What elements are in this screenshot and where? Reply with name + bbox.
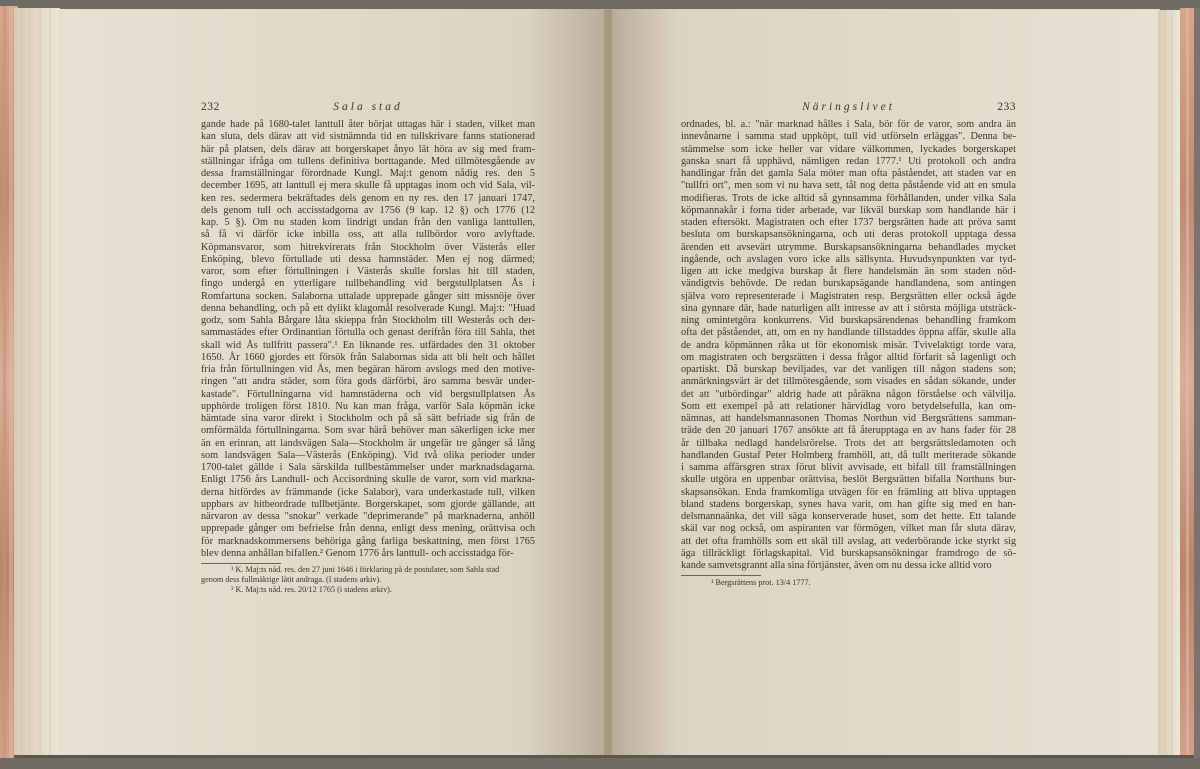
text-line: kande samvetsgrannt alla sina förtjänster, även om nu dessa icke alltid voro	[681, 560, 992, 571]
text-line: 1650. År 1660 gjordes ett försök från Salabornas sida att bli helt och hållet	[201, 351, 535, 363]
text-line: omförmälda förtullningarna. Som svar härå behöver man säkerligen icke mer	[201, 425, 535, 437]
text-line: skäl var nog också, om aspiranten var förmögen, vilket man får sluta därav,	[681, 523, 1016, 535]
text-line: som landsvägen Sala—Västerås (Enköping). Vid två olika perioder under	[201, 449, 535, 461]
text-line: nämnas, att handelsmannasonen Thomas Northun vid Bergsrättens samman-	[681, 413, 1016, 424]
text-line: stämmelse som icke heller var vidare välkommen, lyckades borgerskapet	[681, 143, 1016, 155]
text-line: gande hade på 1680-talet lanttull åter börjat uttagas här i staden, vilket man	[201, 119, 535, 130]
right-footnotes	[681, 578, 1016, 588]
text-line: om magistraten och bergsrätten i dessa frågor alltid förfarit så lagenligt och	[681, 351, 1016, 363]
footnote-line: ² K. Maj:ts nåd. res. 20/12 1765 (i stadens arkiv).	[231, 585, 392, 595]
text-line: kastade". Förtullningarna vid hamnstäderna och vid bergstullplatsen Ås	[201, 388, 535, 400]
text-line: vändigtvis behövde. De redan burskapsägande handlandena, som antingen	[681, 278, 1016, 290]
text-line: närvaron av dessa "snokar" verkade "deprimerande" på marknaderna, anhöll	[201, 511, 535, 522]
text-line: derna hitfördes av främmande (icke Salabor), vara underkastade tull, vilken	[201, 486, 535, 498]
text-line: skapsansökan. Enda framkomliga utvägen för en främling att bliva upptagen	[681, 486, 1016, 498]
text-line: handlanden Gustaf Peter Holmberg framhöll, att, då tullt meriterade sökande	[681, 449, 1016, 461]
left-page-body	[201, 119, 535, 560]
text-line: så få vi därför icke inbilla oss, att alla tullbördor voro avlyftade.	[201, 229, 535, 241]
left-page-header	[201, 101, 535, 121]
right-page-number: 233	[997, 101, 1016, 113]
text-line: dels genom tull och accisstadgorna av 1756 (9 kap. 12 §) och 1776 (12	[201, 204, 535, 216]
text-line: opartiskt. Då burskap beviljades, var det vanligen till någon stadens son;	[681, 364, 1016, 375]
left-running-title: Sala stad	[333, 101, 403, 113]
text-line: godz, som Sahla Bårgare låta skieppa från Stockholm till Westerås och der-	[201, 315, 535, 326]
text-line: köpmannakår i forna tider arbetade, var likväl burskap som handlande här i	[681, 204, 1016, 216]
left-page-number: 232	[201, 101, 220, 113]
text-line: ordnades, bl. a.: "när marknad hålles i Sala, bör för de varor, som andra än	[681, 119, 1016, 130]
text-line: "tullfri ort", men som vi nu hava sett, tål nog detta påstående vid att en smula	[681, 180, 1016, 192]
left-footnotes	[201, 565, 535, 596]
text-line: Köpmansvaror, som hitrekvirerats från Stockholm över Västerås eller	[201, 241, 535, 253]
text-line: hämtade sina varor direkt i Stockholm och på så sätt befriade sig från de	[201, 413, 535, 424]
text-line: denna behandling, och på ett dylikt klagomål resolverade Kungl. Maj:t: "Huad	[201, 302, 535, 314]
text-line: för marknadskommersens behöriga gång farliga beskattning, men först 1765	[201, 535, 535, 547]
text-line: träde den 20 januari 1767 ansökte att få återupptaga en av hans fader för 28	[681, 425, 1016, 437]
right-page	[681, 101, 1016, 601]
text-line: upprepade gånger om befrielse från denna, enligt dess mening, orättvisa och	[201, 523, 535, 535]
text-line: varor, som efter förtullningen i Västerås skulle forslas hit till staden,	[201, 266, 535, 277]
left-page	[201, 101, 535, 601]
text-line: ganska snart få upphävd, nämligen redan 1777.¹ Uti protokoll och andra	[681, 155, 1016, 167]
text-line: det att "utbördingar" aldrig hade att påräkna någon förståelse och välvilja.	[681, 388, 1016, 400]
text-line: sina gynnare där, hade naturligen allt intresse av att i största möjliga utsträck-	[681, 302, 1016, 314]
text-line: skulle utgöra en uppenbar orättvisa, beslöt Bergsrätten bifalla Northuns bur-	[681, 474, 1016, 486]
text-line: modifieras. Trots de icke alltid så gynnsamma förhållanden, under vilka Sala	[681, 192, 1016, 204]
right-running-title: Näringslivet	[802, 101, 895, 113]
text-line: 1700-talet gällde i Sala särskilda tullbestämmelser under marknadsdagarna.	[201, 462, 535, 473]
text-line: Enköping, blevo förtullade uti dessa hamnstäder. Men ej nog därmed;	[201, 253, 535, 265]
text-line: uppbars av hitbeordrade tullbetjänte. Borgerskapet, som gjorde gällande, att	[201, 498, 535, 510]
right-page-body	[681, 119, 1016, 572]
text-line: att det ofta framhölls som ett skäl till avslag, att vederbörande icke styrkt sig	[681, 535, 1016, 547]
text-line: fingo undergå en ytterligare tullbehandling vid bergstullplatsen Ås i	[201, 278, 535, 290]
text-line: december 1695, att lanttull ej mera skulle få upptagas inom och vid Sala, vil-	[201, 180, 535, 192]
text-line: ställningar ifråga om tullens definitiva borttagande. Med tillmötesgående av	[201, 155, 535, 167]
text-line: Romfartuna socken. Salaborna uttalade upprepade gånger sitt missnöje över	[201, 290, 535, 302]
text-line: ken res. sedermera bekräftades dels genom en ny res. den 17 januari 1747,	[201, 192, 535, 204]
text-line: ingående, och avslagen voro icke alls sällsynta. Huvudsynpunkten var tyd-	[681, 253, 1016, 265]
text-line: innevånarne i samma stad uppköpt, tull vid utförseln erläggas". Denna be-	[681, 131, 1016, 143]
footnote-line: genom dess fullmäktige låtit andraga. (I stadens arkiv).	[201, 575, 382, 585]
text-line: kap. 5 §). Om nu staden kom lindrigt undan från den vanliga lanttullen,	[201, 217, 535, 228]
text-line: besluta om burskapsansökningarna, och uti deras protokoll upptaga dessa	[681, 229, 1016, 241]
footnote-line: ¹ K. Maj:ts nåd. res. den 27 juni 1646 i förklaring på de postulater, som Sahla stad	[231, 565, 500, 574]
right-page-header	[681, 101, 1016, 121]
text-line: de andra köpmännen råka ut för ekonomisk misär. Tvivelaktigt torde vara,	[681, 339, 1016, 351]
text-line: ärenden ett avsevärt utrymme. Burskapsansökningarna behandlades mycket	[681, 241, 1016, 253]
footnote-line: ¹ Bergsrättens prot. 13/4 1777.	[711, 578, 811, 587]
text-line: dessa framställningar förordnade Kungl. Maj:t genom nådig res. den 5	[201, 168, 535, 179]
text-line: ringen "att andra städer, som föra gods därförbi, äro samma besvär under-	[201, 376, 535, 388]
text-line: blev denna anhållan bifallen.² Genom 1776 års lanttull- och accisstadga för-	[201, 547, 514, 559]
text-line: delsmannaänka, det vill säga konserverade huset, som det hette. Ett talande	[681, 511, 1016, 522]
text-line: än en erinran, att landsvägen Sala—Stockholm är ungefär tre gånger så lång	[201, 437, 535, 449]
text-line: äga tillräckligt förlagskapital. Vid burskapsansökningar framdrogo de sö-	[681, 547, 1016, 559]
text-line: anmärkningsvärt är det tillmötesgående, som visades en sådan sökande, under	[681, 376, 1016, 388]
text-line: handlingar från det gamla Sala möter man ofta påståendet, att staden var en	[681, 168, 1016, 179]
text-line: ligen att icke medgiva burskap åt flere handelsmän än som staden nöd-	[681, 266, 1016, 277]
right-footnote-rule	[681, 575, 761, 576]
text-line: fria från förtullningen vid Ås, men begäran härom avslogs med den motive-	[201, 364, 535, 375]
text-line: ning omintetgöra konkurrens. Vid burskapsärendenas behandling framkom	[681, 315, 1016, 326]
text-line: sammastädes efter Ordinantian förtulla och genast derifrån föra till Sahla, thet	[201, 327, 535, 339]
text-line: Enligt 1756 års Landtull- och Accisordning skulle de varor, som vid markna-	[201, 474, 535, 486]
text-line: bland stadens borgerskap, synes hava varit, om han gifte sig med en han-	[681, 498, 1016, 510]
text-line: själva voro representerade i Magistraten resp. Bergsrätten eller också ägde	[681, 290, 1016, 302]
text-line: upphörde troligen först 1810. Nu kan man fråga, varför Sala köpmän icke	[201, 400, 535, 412]
text-line: staden eftersökt. Magistraten och efter 1737 bergsrätten hade att pröva samt	[681, 217, 1016, 228]
text-line: här på platsen, dels därav att borgerskapet ånyo lät höra av sig med fram-	[201, 143, 535, 155]
text-line: i samma affärsgren strax förut blivit avvisade, ett bifall till framställningen	[681, 462, 1016, 473]
text-line: ofta det påståendet, att, om en ny handlande tillstaddes öppna affär, skulle alla	[681, 327, 1016, 339]
text-line: skall wid Ås tullfritt passera".¹ En liknande res. utfärdades den 31 oktober	[201, 339, 535, 351]
text-line: kan sluta, dels därav att vid sistnämnda tid en tullskrivare fanns stationerad	[201, 131, 535, 143]
text-line: Som ett exempel på att relationer härvidlag voro betydelsefulla, kan om-	[681, 400, 1016, 412]
left-footnote-rule	[201, 563, 281, 564]
text-line: år tillbaka nedlagd handelsrörelse. Trots det att bergsrättsledamoten och	[681, 437, 1016, 449]
